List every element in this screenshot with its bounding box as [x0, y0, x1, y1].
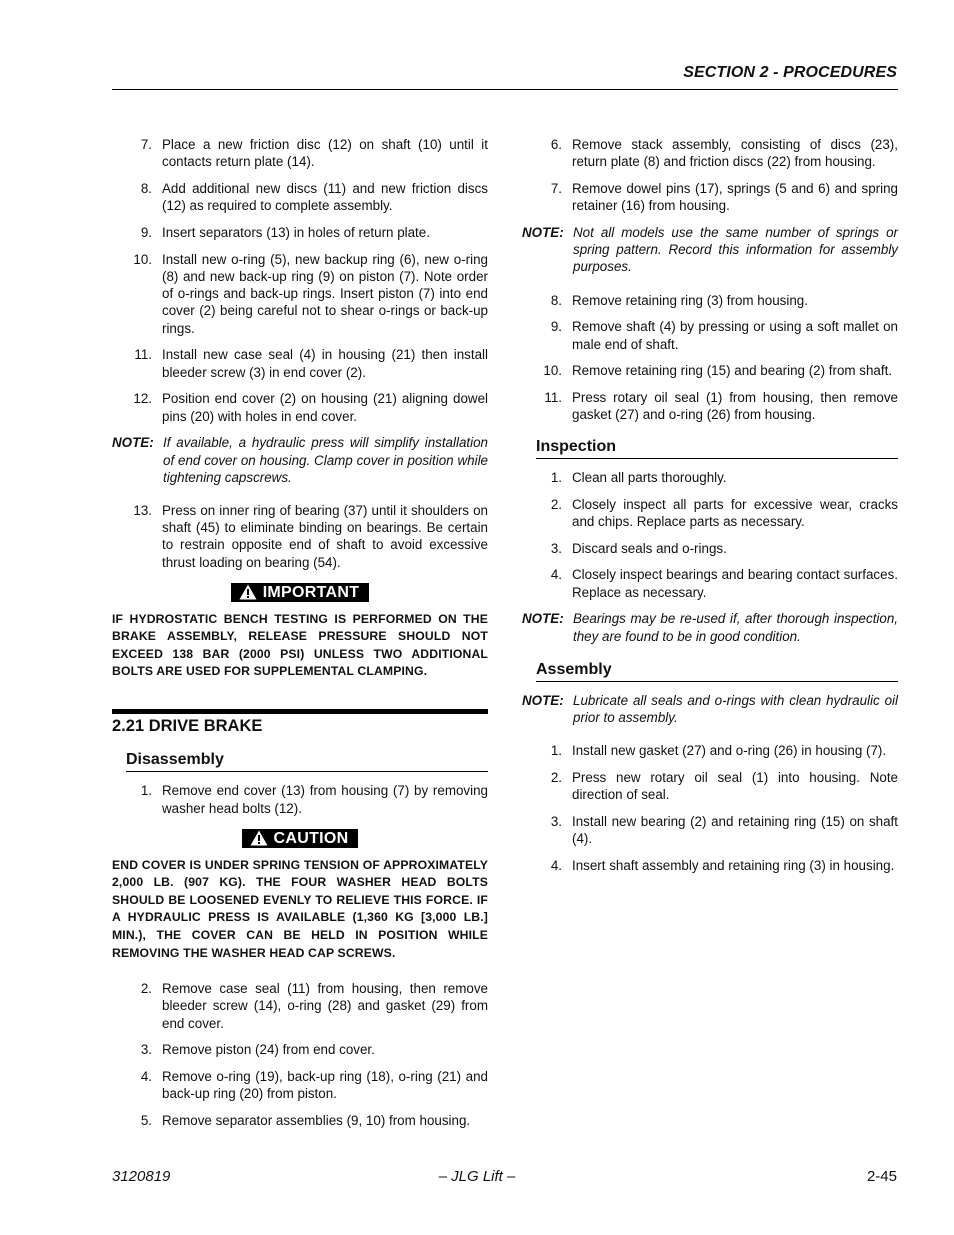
- step-text: Press rotary oil seal (1) from housing, then remove gasket (27) and o-ring (26) from housing.: [572, 390, 898, 423]
- step-text: Remove piston (24) from end cover.: [162, 1042, 375, 1058]
- list-item: [512, 857, 898, 874]
- list-item: [512, 136, 898, 170]
- list-item: [112, 224, 488, 241]
- list-item: [112, 782, 488, 816]
- list-item: [512, 769, 898, 803]
- step-text: Insert shaft assembly and retaining ring (3) in housing.: [572, 858, 895, 874]
- list-item: [512, 742, 898, 759]
- step-number: 4.: [140, 1069, 152, 1085]
- step-text: Remove separator assemblies (9, 10) from housing.: [162, 1113, 471, 1129]
- step-number: 13.: [133, 503, 152, 519]
- caution-banner-wrap: [112, 829, 488, 851]
- list-item: [512, 362, 898, 379]
- step-text: Remove end cover (13) from housing (7) by removing washer head bolts (12).: [162, 783, 488, 816]
- step-number: 8.: [140, 181, 152, 196]
- step-number: 2.: [550, 770, 562, 786]
- footer-page-number: 2-45: [866, 1168, 897, 1185]
- disassembly-heading: Disassembly: [126, 751, 488, 772]
- step-number: 1.: [550, 743, 562, 759]
- step-number: 2.: [140, 981, 152, 997]
- list-item: [112, 1041, 488, 1058]
- section-heading: 2.21 DRIVE BRAKE: [112, 709, 488, 737]
- list-item: [512, 496, 898, 530]
- note-bearings: [522, 610, 898, 644]
- step-text: Press on inner ring of bearing (37) until it shoulders on shaft (45) to eliminate binding on bearings. Be certain to restrain opposite end of shaft to avoid excessive thrust loading on bearing (54).: [162, 503, 488, 570]
- step-number: 5.: [140, 1113, 152, 1129]
- list-item: [112, 390, 488, 424]
- important-banner-wrap: [112, 583, 488, 605]
- step-text: Remove stack assembly, consisting of discs (23), return plate (8) and friction discs (22) from housing.: [572, 137, 898, 170]
- note-label: NOTE:: [522, 611, 564, 627]
- warning-triangle-icon: [250, 830, 268, 846]
- step-text: Clean all parts thoroughly.: [572, 469, 727, 485]
- note-lubricate: [522, 692, 898, 726]
- step-text: Discard seals and o-rings.: [572, 540, 727, 556]
- section-title: SECTION 2 - PROCEDURES: [683, 64, 897, 81]
- step-number: 12.: [133, 391, 152, 407]
- step-text: Remove o-ring (19), back-up ring (18), o-ring (21) and back-up ring (20) from piston.: [162, 1069, 488, 1102]
- right-column: [522, 136, 898, 884]
- step-text: Press new rotary oil seal (1) into housing. Note direction of seal.: [572, 770, 898, 803]
- caution-text: END COVER IS UNDER SPRING TENSION OF APPROXIMATELY 2,000 LB. (907 KG). THE FOUR WASHER HEAD BOLTS SHOULD BE LOOSENED EVENLY TO RELIEVE THIS FORCE. IF A HYDRAULIC PRESS IS AVAILABLE (1,360 KG [3,000 LB.] MIN.), THE COVER CAN BE HELD IN POSITION WHILE REMOVING THE WASHER HEAD CAP SCREWS.: [112, 857, 488, 960]
- list-item: [112, 1112, 488, 1129]
- step-number: 6.: [550, 137, 562, 152]
- list-item: [512, 318, 898, 352]
- step-text: Install new gasket (27) and o-ring (26) in housing (7).: [572, 743, 887, 759]
- footer-doc-number: 3120819: [112, 1168, 171, 1185]
- list-item: [512, 180, 898, 214]
- caution-label: CAUTION: [273, 829, 349, 847]
- note-label: NOTE:: [522, 693, 564, 709]
- step-number: 11.: [134, 347, 152, 363]
- note-label: NOTE:: [112, 435, 154, 451]
- step-text: Position end cover (2) on housing (21) aligning dowel pins (20) with holes in end cover.: [162, 391, 488, 424]
- note-text: Lubricate all seals and o-rings with clean hydraulic oil prior to assembly.: [573, 693, 898, 726]
- step-text: Add additional new discs (11) and new friction discs (12) as required to complete assembly.: [162, 181, 488, 214]
- note-label: NOTE:: [522, 225, 564, 240]
- step-text: Install new bearing (2) and retaining ring (15) on shaft (4).: [572, 814, 898, 847]
- note-text: Not all models use the same number of springs or spring pattern. Record this information for assembly purposes.: [573, 225, 898, 275]
- note-press: [112, 434, 488, 486]
- steps-list: [112, 136, 488, 425]
- step-number: 3.: [550, 540, 562, 556]
- step-text: Install new o-ring (5), new backup ring (6), new o-ring (8) and new back-up ring (9) on piston (7). Note order of o-rings and back-up rings. Insert piston (7) into end cover (2) being careful not to shear o-rings or back-up rings.: [162, 251, 488, 336]
- important-text: IF HYDROSTATIC BENCH TESTING IS PERFORMED ON THE BRAKE ASSEMBLY, RELEASE PRESSURE SHOULD NOT EXCEED 138 BAR (2000 PSI) UNLESS TWO ADDITIONAL BOLTS ARE USED FOR SUPPLEMENTAL CLAMPING.: [112, 611, 488, 679]
- important-label: IMPORTANT: [262, 583, 360, 601]
- step-text: Remove retaining ring (15) and bearing (2) from shaft.: [572, 363, 893, 379]
- step-number: 9.: [550, 319, 562, 335]
- step-number: 10.: [543, 363, 562, 379]
- step-text: Closely inspect all parts for excessive wear, cracks and chips. Replace parts as necessary.: [572, 496, 898, 529]
- step-text: Remove retaining ring (3) from housing.: [572, 292, 808, 308]
- note-springs: [522, 224, 898, 276]
- step-number: 4.: [550, 567, 562, 583]
- list-item: [512, 292, 898, 309]
- step-text: Install new case seal (4) in housing (21) then install bleeder screw (3) in end cover (2).: [162, 347, 488, 380]
- step-text: Remove dowel pins (17), springs (5 and 6) and spring retainer (16) from housing.: [572, 181, 898, 214]
- list-item: [512, 566, 898, 600]
- footer-center: – JLG Lift –: [438, 1168, 516, 1185]
- list-item: [512, 469, 898, 486]
- list-item: [112, 136, 488, 170]
- step-number: 7.: [140, 137, 152, 152]
- important-banner: [231, 583, 370, 602]
- list-item: [112, 980, 488, 1032]
- list-item: [512, 540, 898, 557]
- step-number: 1.: [550, 469, 562, 485]
- step-number: 2.: [550, 496, 562, 512]
- left-column: [112, 136, 488, 1139]
- list-item: [112, 180, 488, 214]
- note-text: If available, a hydraulic press will simplify installation of end cover on housing. Clamp cover in position while tightening capscrews.: [163, 435, 488, 485]
- step-text: Insert separators (13) in holes of return plate.: [162, 225, 430, 240]
- step-number: 7.: [550, 181, 562, 196]
- step-number: 10.: [133, 251, 152, 267]
- list-item: [112, 1068, 488, 1102]
- list-item: [512, 813, 898, 847]
- step-number: 11.: [544, 390, 562, 406]
- list-item: [512, 389, 898, 423]
- list-item: [112, 502, 488, 571]
- assembly-heading: Assembly: [536, 661, 898, 682]
- step-text: Remove shaft (4) by pressing or using a soft mallet on male end of shaft.: [572, 319, 898, 352]
- note-text: Bearings may be re-used if, after thorough inspection, they are found to be in good condition.: [573, 611, 898, 644]
- step-number: 3.: [550, 814, 562, 830]
- list-item: [112, 346, 488, 380]
- step-number: 9.: [140, 225, 152, 240]
- step-number: 8.: [550, 292, 562, 308]
- list-item: [112, 251, 488, 337]
- inspection-heading: Inspection: [536, 438, 898, 459]
- step-number: 4.: [550, 858, 562, 874]
- step-number: 3.: [140, 1042, 152, 1058]
- caution-banner: [242, 829, 359, 848]
- step-text: Place a new friction disc (12) on shaft (10) until it contacts return plate (14).: [162, 137, 488, 170]
- step-text: Remove case seal (11) from housing, then remove bleeder screw (14), o-ring (28) and gasket (29) from end cover.: [162, 981, 488, 1031]
- step-number: 1.: [140, 783, 152, 799]
- step-text: Closely inspect bearings and bearing contact surfaces. Replace as necessary.: [572, 567, 898, 600]
- header-divider: [112, 89, 898, 90]
- warning-triangle-icon: [239, 584, 257, 600]
